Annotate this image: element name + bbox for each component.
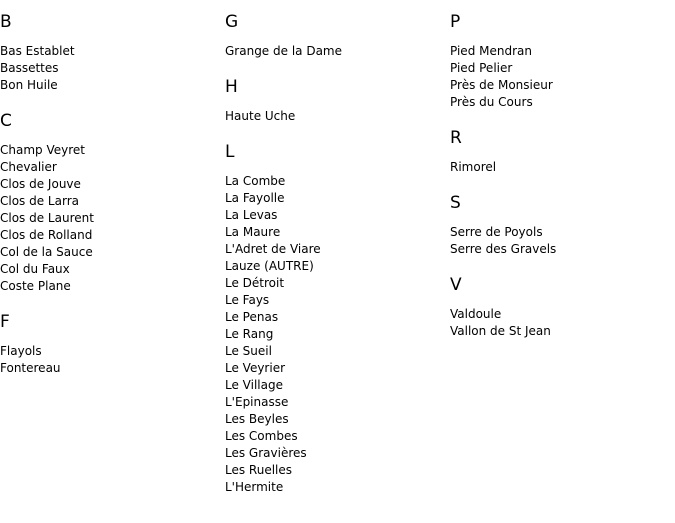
place-link[interactable]: Lauze (AUTRE) — [225, 259, 314, 273]
place-link[interactable]: La Maure — [225, 225, 281, 239]
list-item — [225, 394, 445, 411]
list-item — [225, 275, 445, 292]
place-list — [450, 159, 670, 176]
list-item — [450, 323, 670, 340]
place-link[interactable]: Les Combes — [225, 429, 298, 443]
place-link[interactable]: Fontereau — [0, 361, 61, 375]
list-item — [225, 190, 445, 207]
list-item — [225, 292, 445, 309]
place-link[interactable]: Le Village — [225, 378, 283, 392]
place-link[interactable]: Clos de Rolland — [0, 228, 93, 242]
place-link[interactable]: La Fayolle — [225, 191, 285, 205]
place-link[interactable]: Bas Establet — [0, 44, 75, 58]
place-list — [450, 224, 670, 258]
list-item — [225, 224, 445, 241]
place-link[interactable]: Clos de Jouve — [0, 177, 81, 191]
list-item — [0, 77, 220, 94]
list-item — [225, 241, 445, 258]
list-item — [450, 60, 670, 77]
place-link[interactable]: La Levas — [225, 208, 278, 222]
letter-group — [450, 193, 670, 258]
place-link[interactable]: Le Penas — [225, 310, 279, 324]
list-item — [450, 306, 670, 323]
letter-heading: B — [0, 12, 12, 32]
list-item — [450, 94, 670, 111]
list-item — [450, 224, 670, 241]
place-link[interactable]: Le Fays — [225, 293, 270, 307]
place-link[interactable]: Vallon de St Jean — [450, 324, 551, 338]
list-item — [0, 176, 220, 193]
list-item — [0, 60, 220, 77]
list-item — [225, 173, 445, 190]
letter-heading: C — [0, 111, 12, 131]
letter-group — [225, 77, 445, 125]
place-link[interactable]: Col du Faux — [0, 262, 70, 276]
place-link[interactable]: Le Rang — [225, 327, 274, 341]
letter-heading: V — [450, 275, 462, 295]
list-item — [225, 462, 445, 479]
list-item — [225, 377, 445, 394]
list-item — [0, 261, 220, 278]
place-list — [0, 142, 220, 295]
list-item — [225, 258, 445, 275]
list-item — [450, 241, 670, 258]
place-link[interactable]: Le Sueil — [225, 344, 272, 358]
letter-group — [225, 12, 445, 60]
place-list — [450, 306, 670, 340]
letter-group — [450, 12, 670, 111]
list-item — [450, 77, 670, 94]
place-link[interactable]: Serre des Gravels — [450, 242, 557, 256]
letter-group — [0, 312, 220, 377]
list-item — [0, 159, 220, 176]
list-item — [450, 43, 670, 60]
place-link[interactable]: Clos de Larra — [0, 194, 79, 208]
place-link[interactable]: Chevalier — [0, 160, 57, 174]
letter-group — [450, 128, 670, 176]
place-link[interactable]: L'Hermite — [225, 480, 284, 494]
list-item — [225, 445, 445, 462]
list-item — [225, 428, 445, 445]
letter-group — [450, 275, 670, 340]
list-item — [0, 142, 220, 159]
letter-heading: S — [450, 193, 461, 213]
list-item — [0, 227, 220, 244]
place-link[interactable]: Pied Pelier — [450, 61, 513, 75]
index-column-2 — [225, 0, 445, 496]
letter-heading: L — [225, 142, 235, 162]
letter-heading: F — [0, 312, 10, 332]
place-link[interactable]: Clos de Laurent — [0, 211, 94, 225]
list-item — [0, 43, 220, 60]
index-column-3 — [450, 0, 670, 340]
place-link[interactable]: Les Ruelles — [225, 463, 293, 477]
place-list — [225, 108, 445, 125]
place-link[interactable]: Près du Cours — [450, 95, 533, 109]
list-item — [0, 244, 220, 261]
place-link[interactable]: La Combe — [225, 174, 286, 188]
list-item — [225, 411, 445, 428]
place-list — [225, 43, 445, 60]
index-column-1 — [0, 0, 220, 377]
list-item — [225, 207, 445, 224]
list-item — [225, 343, 445, 360]
letter-heading: P — [450, 12, 461, 32]
place-link[interactable]: Valdoule — [450, 307, 502, 321]
place-list — [0, 343, 220, 377]
place-link[interactable]: L'Epinasse — [225, 395, 289, 409]
list-item — [0, 210, 220, 227]
list-item — [225, 479, 445, 496]
place-link[interactable]: Les Gravières — [225, 446, 307, 460]
place-list — [0, 43, 220, 94]
place-list — [225, 173, 445, 496]
place-link[interactable]: Bassettes — [0, 61, 59, 75]
place-link[interactable]: Grange de la Dame — [225, 44, 342, 58]
letter-heading: H — [225, 77, 238, 97]
list-item — [225, 108, 445, 125]
letter-heading: G — [225, 12, 239, 32]
list-item — [225, 360, 445, 377]
place-link[interactable]: Serre de Poyols — [450, 225, 543, 239]
place-link[interactable]: Près de Monsieur — [450, 78, 553, 92]
place-link[interactable]: Champ Veyret — [0, 143, 85, 157]
letter-group — [0, 111, 220, 295]
place-link[interactable]: Coste Plane — [0, 279, 71, 293]
place-link[interactable]: Les Beyles — [225, 412, 289, 426]
place-link[interactable]: Col de la Sauce — [0, 245, 93, 259]
place-link[interactable]: L'Adret de Viare — [225, 242, 321, 256]
letter-group — [0, 12, 220, 94]
place-link[interactable]: Le Veyrier — [225, 361, 286, 375]
place-list — [450, 43, 670, 111]
list-item — [0, 360, 220, 377]
list-item — [450, 159, 670, 176]
place-link[interactable]: Bon Huile — [0, 78, 58, 92]
list-item — [0, 193, 220, 210]
place-link[interactable]: Le Détroit — [225, 276, 285, 290]
list-item — [225, 309, 445, 326]
list-item — [225, 43, 445, 60]
letter-group — [225, 142, 445, 496]
place-link[interactable]: Pied Mendran — [450, 44, 532, 58]
list-item — [0, 278, 220, 295]
list-item — [225, 326, 445, 343]
list-item — [0, 343, 220, 360]
place-link[interactable]: Haute Uche — [225, 109, 296, 123]
letter-heading: R — [450, 128, 462, 148]
place-link[interactable]: Flayols — [0, 344, 42, 358]
place-link[interactable]: Rimorel — [450, 160, 497, 174]
